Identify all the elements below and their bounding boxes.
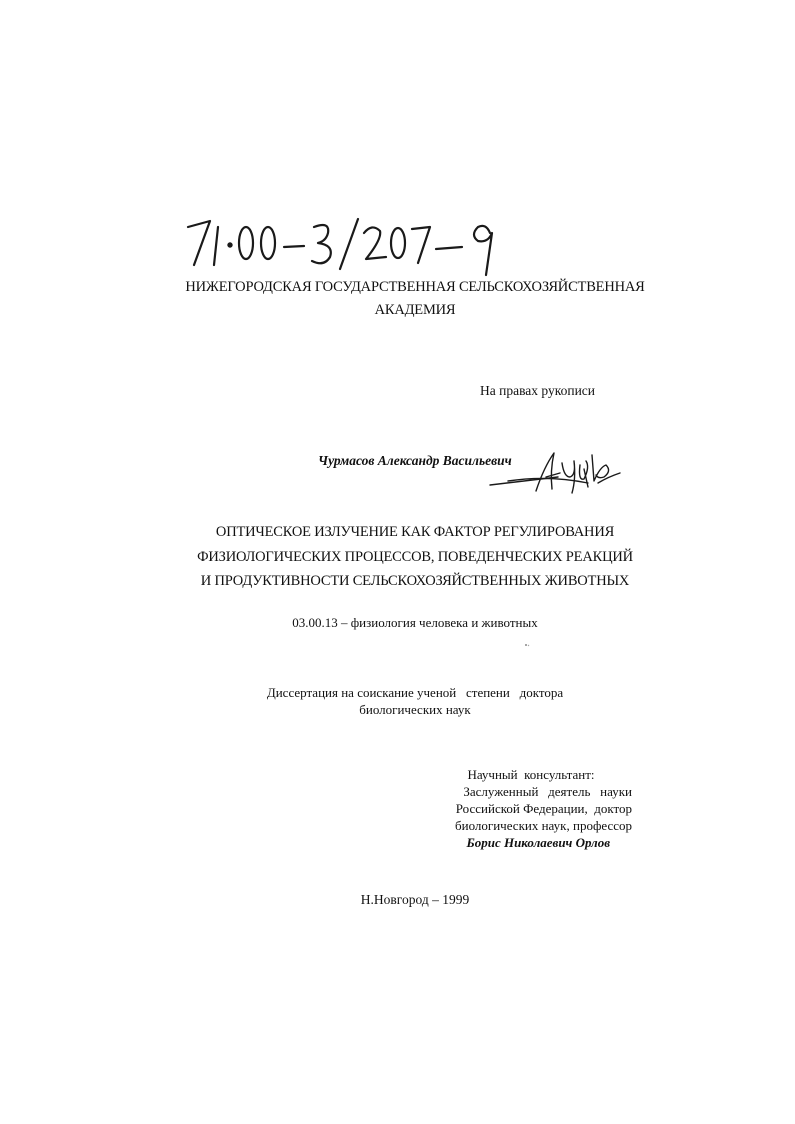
author-name: Чурмасов Александр Васильевич	[318, 453, 512, 468]
title-line-2: ФИЗИОЛОГИЧЕСКИХ ПРОЦЕССОВ, ПОВЕДЕНЧЕСКИХ РЕАКЦИЙ	[197, 548, 633, 565]
institution-line-1: НИЖЕГОРОДСКАЯ ГОСУДАРСТВЕННАЯ СЕЛЬСКОХОЗЯЙСТВЕННАЯ	[185, 279, 645, 295]
institution-line-2: АКАДЕМИЯ	[374, 302, 456, 318]
city-year: Н.Новгород – 1999	[360, 892, 470, 907]
title-line-3: И ПРОДУКТИВНОСТИ СЕЛЬСКОХОЗЯЙСТВЕННЫХ ЖИВОТНЫХ	[200, 573, 630, 589]
advisor-line-1: Заслуженный деятель науки	[463, 784, 632, 799]
dissertation-title	[150, 520, 680, 594]
institution-name	[150, 276, 680, 322]
handwritten-archive-code	[180, 205, 520, 285]
title-line-1: ОПТИЧЕСКОЕ ИЗЛУЧЕНИЕ КАК ФАКТОР РЕГУЛИРОВАНИЯ	[215, 524, 615, 540]
degree-statement	[150, 684, 680, 718]
advisor-line-2: Российской Федерации, доктор	[455, 801, 632, 816]
author-signature	[488, 447, 623, 497]
advisor-name: Борис Николаевич Орлов	[466, 835, 610, 850]
rights-note: На правах рукописи	[480, 383, 596, 398]
specialty-code: 03.00.13 – физиология человека и животных	[292, 615, 538, 630]
advisor-line-3: биологических наук, профессор	[455, 818, 632, 833]
scan-speck	[524, 643, 530, 647]
degree-line-2: биологических наук	[359, 702, 471, 717]
advisor-role: Научный консультант:	[467, 767, 595, 782]
degree-line-1: Диссертация на соискание ученой степени доктора	[266, 685, 564, 700]
scientific-advisor	[400, 766, 632, 851]
